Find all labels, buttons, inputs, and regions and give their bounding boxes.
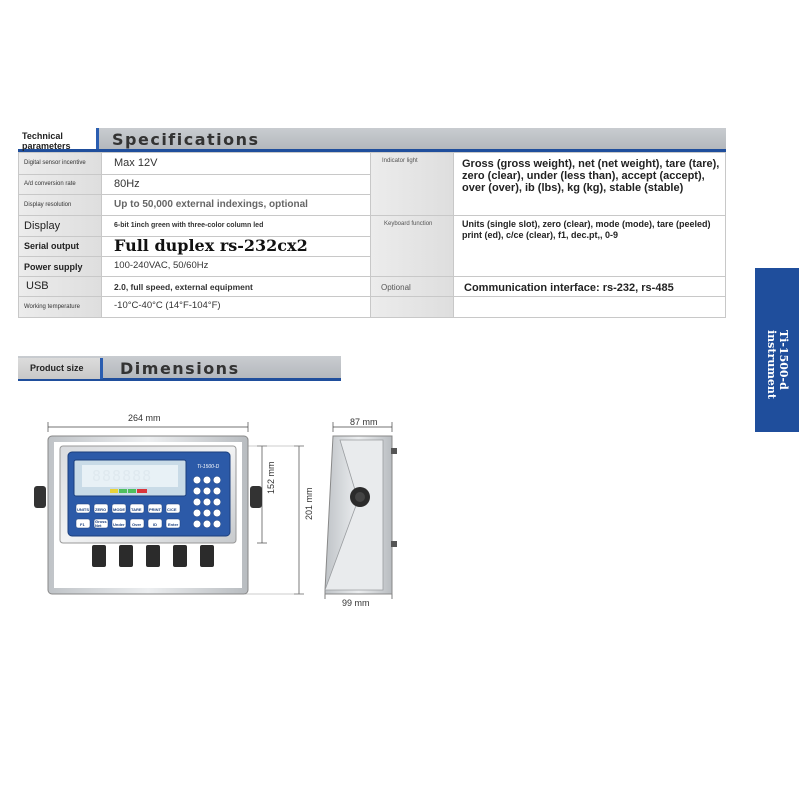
row-value-usb: 2.0, full speed, external equipment	[114, 282, 253, 292]
key-zero[interactable]: ZERO	[95, 507, 107, 512]
row-label-temperature: Working temperature	[24, 304, 80, 310]
width-dimension-label: 264 mm	[128, 413, 161, 423]
key-cce[interactable]: C/CE	[167, 507, 177, 512]
right-value-indicator: Gross (gross weight), net (net weight), tare (tare), zero (clear), under (less than), accept (accept), over (over), ib (lbs), kg (kg), stable (stable)	[462, 158, 720, 194]
height-body-dimension-label: 152 mm	[266, 461, 276, 494]
key-tare[interactable]: TARE	[131, 507, 142, 512]
model-label: Ti-1500-D	[197, 464, 220, 470]
row-label-power: Power supply	[24, 262, 83, 272]
row-label-sensor: Digital sensor incentive	[24, 160, 86, 166]
side-tab-line2: instrument	[765, 330, 778, 399]
row-value-sensor: Max 12V	[114, 157, 158, 169]
key-under[interactable]: Under	[113, 522, 125, 527]
row-value-display: 6-bit 1inch green with three-color column led	[114, 222, 264, 229]
row-label-resolution: Display resolution	[24, 202, 72, 208]
row-value-resolution: Up to 50,000 external indexings, optional	[114, 199, 308, 210]
right-label-keyboard: Keyboard function	[384, 221, 433, 227]
lcd-digits: 888888	[92, 467, 153, 485]
row-label-ad-rate: A/d conversion rate	[24, 181, 76, 187]
numeric-keypad	[193, 476, 221, 528]
height-total-dimension-label: 201 mm	[304, 487, 314, 520]
row-value-power: 100-240VAC, 50/60Hz	[114, 260, 209, 271]
header-label-line2: parameters	[22, 141, 71, 151]
key-f1[interactable]: F1	[80, 522, 85, 527]
row-label-serial: Serial output	[24, 241, 80, 251]
side-tab-line1: Ti-1500-d	[777, 330, 790, 390]
row-label-usb: USB	[26, 280, 49, 292]
right-knob	[250, 486, 262, 508]
row-label-display: Display	[24, 220, 61, 232]
key-labels-row1	[76, 505, 184, 514]
key-print[interactable]: PRINT	[149, 507, 161, 512]
key-over[interactable]: Over	[132, 522, 142, 527]
depth-base-dimension-label: 99 mm	[342, 598, 370, 608]
right-value-keyboard: Units (single slot), zero (clear), mode (mode), tare (peeled) print (ed), c/ce (clear), f1, dec.pt,, 0-9	[462, 219, 711, 240]
depth-top-dimension-label: 87 mm	[350, 417, 378, 427]
row-value-ad-rate: 80Hz	[114, 178, 140, 190]
key-id[interactable]: ID	[153, 522, 157, 527]
dimensions-title: Dimensions	[120, 359, 240, 378]
key-mode[interactable]: MODE	[113, 507, 125, 512]
right-label-optional: Optional	[381, 283, 411, 292]
row-value-temperature: -10°C-40°C (14°F-104°F)	[114, 300, 221, 311]
right-label-indicator: Indicator light	[382, 158, 418, 164]
key-gross-net[interactable]: Gross Net	[95, 519, 107, 528]
product-size-label: Product size	[18, 358, 100, 379]
left-knob	[34, 486, 46, 508]
key-units[interactable]: UNITS	[77, 507, 89, 512]
header-label-line1: Technical	[22, 131, 63, 141]
key-enter[interactable]: Enter	[168, 522, 179, 527]
specifications-title: Specifications	[112, 130, 260, 149]
right-value-optional: Communication interface: rs-232, rs-485	[464, 282, 674, 294]
row-value-serial: Full duplex rs-232cx2	[114, 236, 308, 255]
key-labels-row2	[76, 520, 184, 529]
